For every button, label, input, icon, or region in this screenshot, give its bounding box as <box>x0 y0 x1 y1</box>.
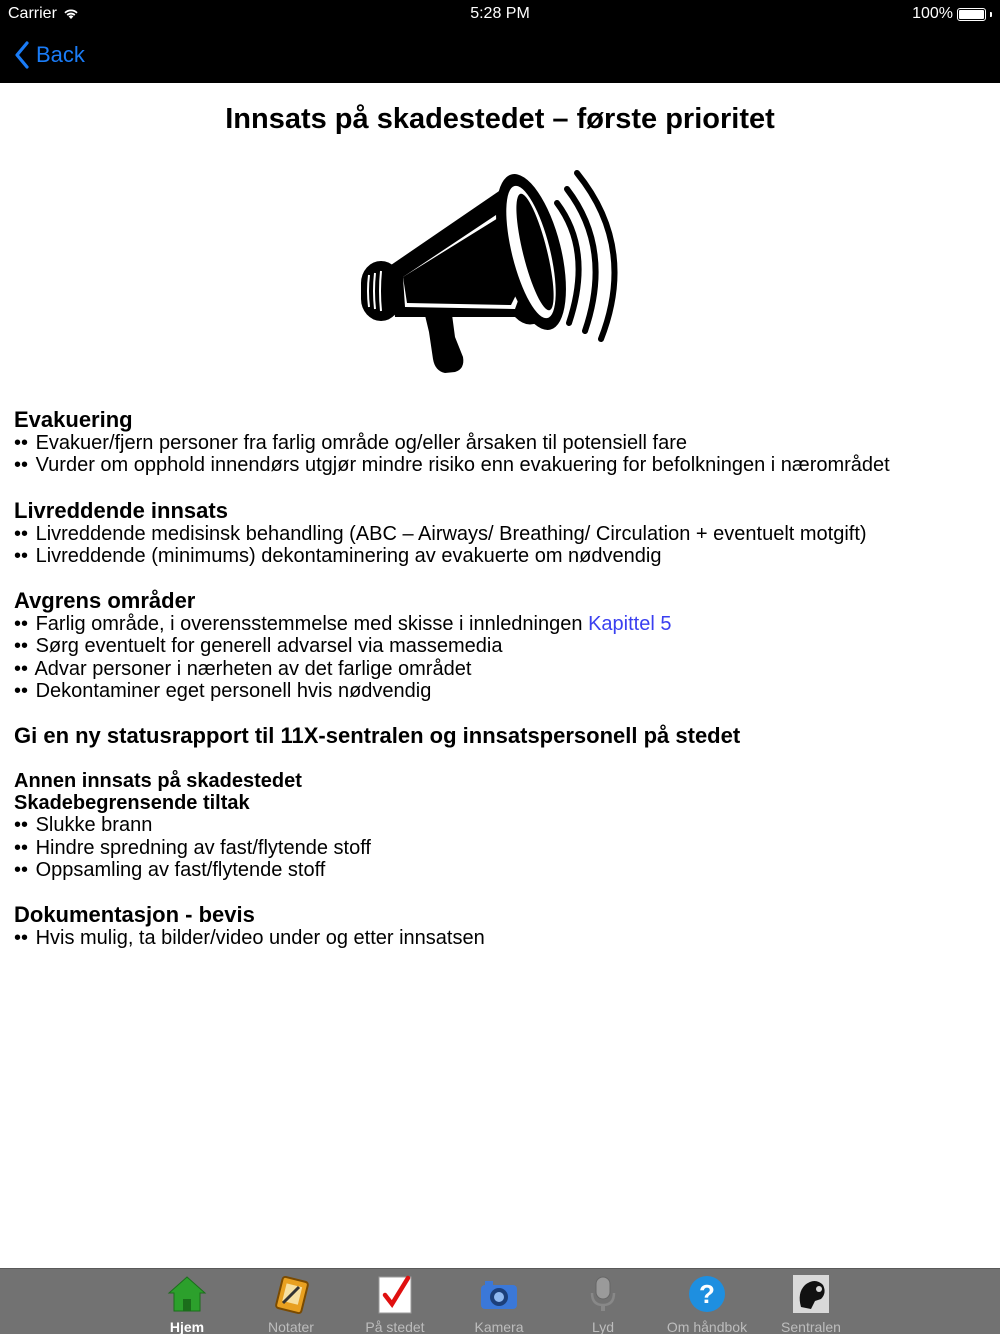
bullet: •• <box>14 927 29 950</box>
page-title: Innsats på skadestedet – første prioritet <box>225 103 775 135</box>
list-item <box>14 814 989 836</box>
list-item-text: Advar personer i nærheten av det farlige området <box>34 657 472 680</box>
tab-om-handbok[interactable] <box>662 1271 752 1334</box>
section-dokumentasjon <box>14 903 989 949</box>
list-item-text: Livreddende (minimums) dekontaminering av evakuerte om nødvendig <box>35 544 662 567</box>
back-label: Back <box>36 42 85 67</box>
bullet: •• <box>14 522 29 545</box>
section-evakuering <box>14 408 989 477</box>
list-item-text: Evakuer/fjern personer fra farlig område og/eller årsaken til potensiell fare <box>35 432 688 454</box>
bullet: •• <box>14 836 29 859</box>
tab-lyd[interactable] <box>558 1271 648 1334</box>
tab-bar <box>0 1268 1000 1334</box>
bullet: •• <box>14 657 29 680</box>
list-item-text: Farlig område, i overensstemmelse med skisse i innledningen <box>35 613 589 636</box>
section-avgrens <box>14 589 989 702</box>
list-item <box>14 859 989 881</box>
tab-label: Sentralen <box>781 1319 841 1334</box>
carrier-label: Carrier <box>8 5 57 22</box>
list-item <box>14 837 989 859</box>
top-bar <box>0 0 1000 83</box>
list-item-text: Dekontaminer eget personell hvis nødvendig <box>35 680 432 703</box>
bullet: •• <box>14 544 29 567</box>
list-item-text: Livreddende medisinsk behandling (ABC – Airways/ Breathing/ Circulation + eventuelt motgift) <box>35 522 867 545</box>
list-item <box>14 927 989 949</box>
section-heading: Dokumentasjon - bevis <box>14 902 255 928</box>
kapittel-5-link[interactable]: Kapittel 5 <box>588 613 672 636</box>
list-item-text: Vurder om opphold innendørs utgjør mindre risiko enn evakuering for befolkningen i nærområdet <box>35 454 890 477</box>
list-item-text: Slukke brann <box>35 814 153 837</box>
tab-sentralen[interactable] <box>766 1271 856 1334</box>
back-button[interactable] <box>14 38 85 72</box>
content-area[interactable] <box>0 83 1000 1268</box>
tab-pa-stedet[interactable] <box>350 1271 440 1334</box>
list-item <box>14 454 989 476</box>
svg-text:?: ? <box>699 1279 715 1309</box>
bullet: •• <box>14 635 29 658</box>
tab-label: Lyd <box>591 1319 615 1334</box>
list-item <box>14 432 989 454</box>
help-icon <box>687 1273 727 1315</box>
tab-label: Om håndbok <box>666 1319 748 1334</box>
statusrapport-heading: Gi en ny statusrapport til 11X-sentralen og innsatspersonell på stedet <box>14 723 741 749</box>
section-livreddende <box>14 499 989 568</box>
clock: 5:28 PM <box>470 5 530 22</box>
bullet: •• <box>14 858 29 881</box>
tab-kamera[interactable] <box>454 1271 544 1334</box>
dispatch-icon <box>791 1273 831 1315</box>
battery-icon <box>957 8 986 21</box>
bullet: •• <box>14 814 29 837</box>
bullet: •• <box>14 680 29 703</box>
home-icon <box>167 1273 207 1315</box>
list-item <box>14 680 989 702</box>
tab-hjem[interactable] <box>142 1271 232 1334</box>
list-item-text: Oppsamling av fast/flytende stoff <box>35 858 326 881</box>
section-subheading: Skadebegrensende tiltak <box>14 792 250 815</box>
tab-label: Notater <box>268 1319 314 1334</box>
bullet: •• <box>14 432 29 454</box>
checklist-icon <box>375 1273 415 1315</box>
section-annen-innsats <box>14 770 989 881</box>
list-item-text: Hvis mulig, ta bilder/video under og etter innsatsen <box>35 927 485 950</box>
tab-label: Hjem <box>169 1319 205 1334</box>
list-item <box>14 658 989 680</box>
tab-notater[interactable] <box>246 1271 336 1334</box>
battery-indicator <box>912 5 992 23</box>
tab-label: Kamera <box>474 1319 524 1334</box>
tab-label: På stedet <box>365 1319 425 1334</box>
megaphone-icon <box>355 167 640 379</box>
chevron-left-icon <box>14 41 30 69</box>
section-heading: Livreddende innsats <box>14 497 228 523</box>
list-item <box>14 545 989 567</box>
section-heading: Evakuering <box>14 407 133 432</box>
list-item <box>14 523 989 545</box>
article-body <box>14 408 989 972</box>
notebook-icon <box>271 1273 311 1315</box>
list-item-text: Sørg eventuelt for generell advarsel via massemedia <box>35 635 503 658</box>
battery-percent: 100% <box>912 5 953 22</box>
section-heading: Annen innsats på skadestedet <box>14 770 302 793</box>
microphone-icon <box>583 1273 623 1315</box>
list-item <box>14 613 989 635</box>
camera-icon <box>467 1273 531 1315</box>
section-heading: Avgrens områder <box>14 588 196 614</box>
status-bar <box>0 0 1000 28</box>
bullet: •• <box>14 613 29 636</box>
list-item-text: Hindre spredning av fast/flytende stoff <box>35 836 371 859</box>
bullet: •• <box>14 454 29 477</box>
list-item <box>14 635 989 657</box>
